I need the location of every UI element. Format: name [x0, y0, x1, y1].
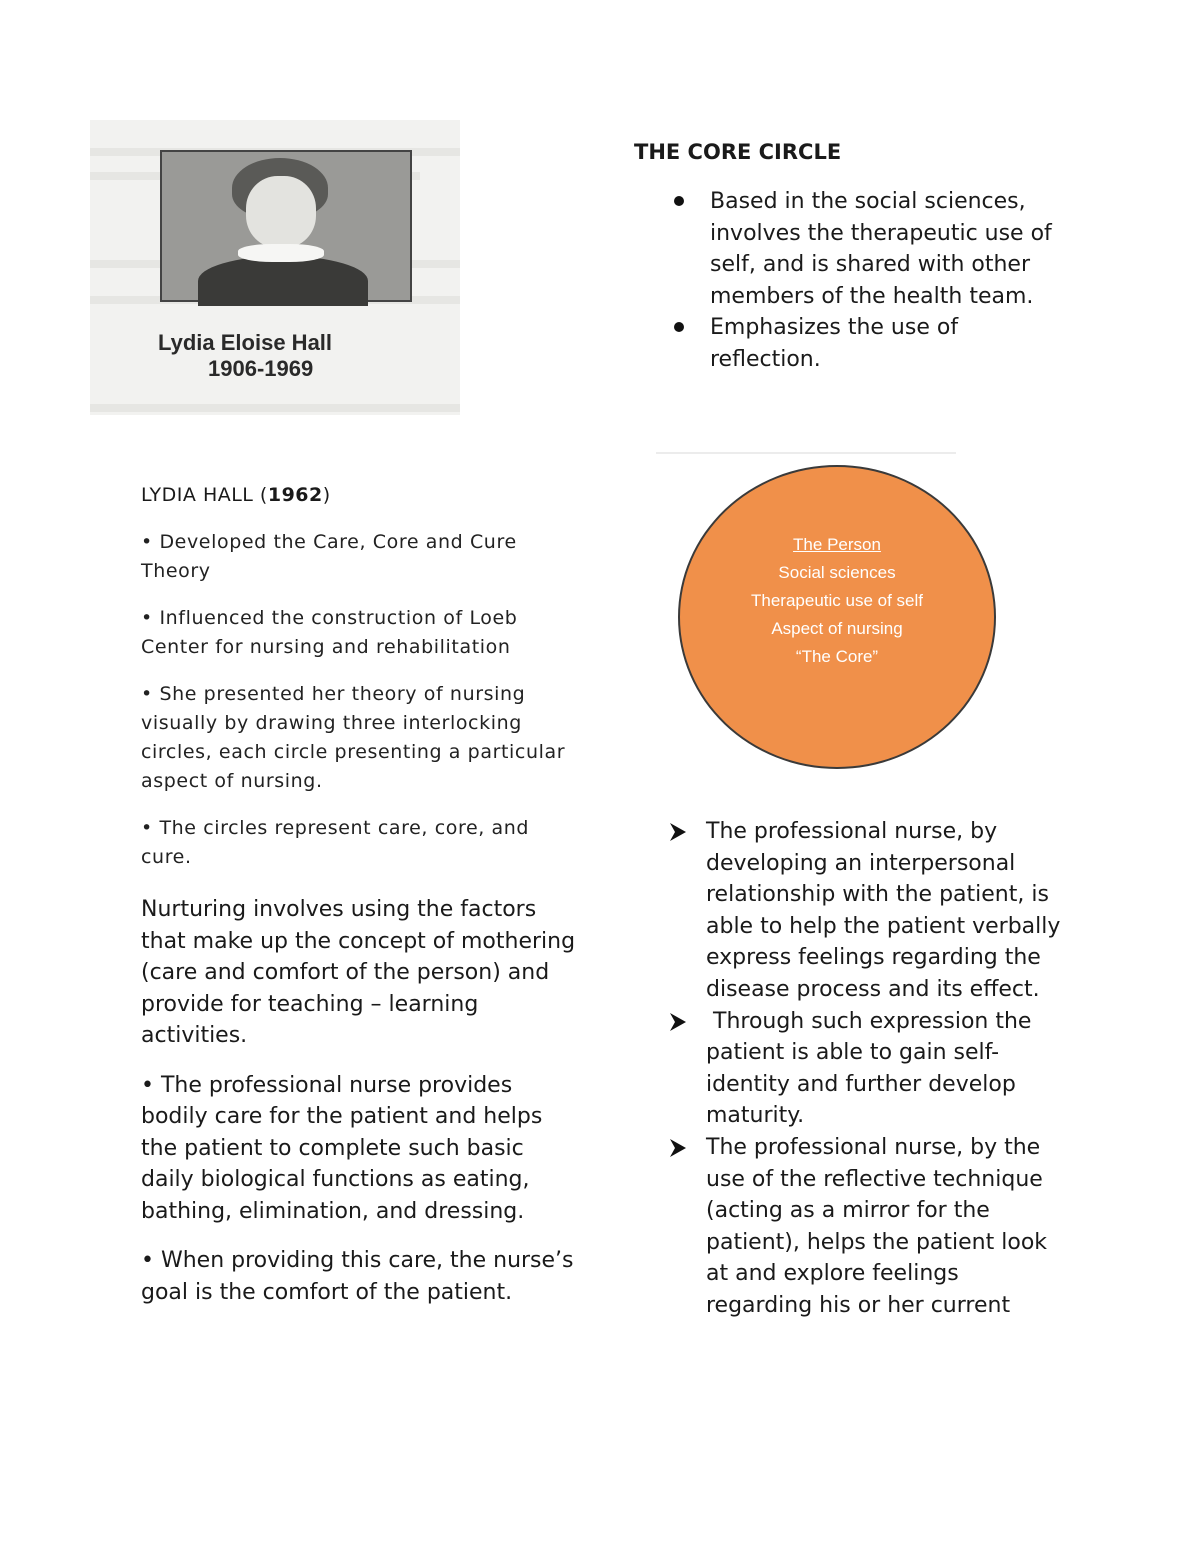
list-item — [668, 1132, 1068, 1322]
list-item: • The circles represent care, core, and cure. — [141, 817, 530, 868]
left-column — [141, 484, 581, 1326]
right-column — [634, 140, 1074, 375]
arrow-bullet-icon — [668, 1011, 688, 1033]
portrait-caption-name: Lydia Eloise Hall — [158, 330, 333, 355]
heading-prefix: LYDIA HALL ( — [141, 484, 268, 506]
bullet-text: Emphasizes the use of reflection. — [710, 315, 959, 372]
portrait-caption-years: 1906-1969 — [208, 356, 314, 381]
core-diagram — [656, 445, 1016, 775]
portrait-photo — [90, 120, 460, 415]
core-circle-title: THE CORE CIRCLE — [634, 140, 842, 164]
list-item: • Influenced the construction of Loeb Center for nursing and rehabilitation — [141, 607, 518, 658]
circle-label: Aspect of nursing — [771, 619, 903, 638]
bullet-dot-icon — [674, 196, 684, 206]
heading-suffix: ) — [322, 484, 331, 506]
paragraph: • When providing this care, the nurse’s goal is the comfort of the patient. — [141, 1248, 574, 1305]
circle-label: Therapeutic use of self — [751, 591, 923, 610]
circle-label: The Person — [793, 535, 881, 554]
circle-label: “The Core” — [795, 647, 879, 666]
arrow-bullet-icon — [668, 821, 688, 843]
paragraph: Nurturing involves using the factors that make up the concept of mothering (care and comfort of the person) and provide for teaching – learning activities. — [141, 897, 576, 1048]
faded-text-line — [90, 404, 460, 412]
list-item — [634, 312, 1074, 375]
core-circle — [678, 465, 996, 769]
divider — [656, 452, 956, 454]
heading-year: 1962 — [267, 484, 323, 506]
list-item — [668, 1006, 1068, 1132]
list-item: • She presented her theory of nursing visually by drawing three interlocking circles, each circle presenting a particular aspect of nursing. — [141, 683, 566, 792]
arrow-list — [668, 816, 1068, 1322]
list-item — [668, 816, 1068, 1006]
arrow-item-text: Through such expression the patient is able to gain self-identity and further develop maturity. — [706, 1008, 1039, 1129]
core-bullet-list — [634, 186, 1074, 375]
section-heading — [141, 484, 581, 506]
circle-label: Social sciences — [778, 563, 896, 582]
paragraph: • The professional nurse provides bodily care for the patient and helps the patient to complete such basic daily biological functions as eating, bathing, elimination, and dressing. — [141, 1072, 543, 1224]
bullet-text: Based in the social sciences, involves the therapeutic use of self, and is shared with other members of the health team. — [710, 189, 1052, 309]
portrait-image — [160, 150, 412, 302]
list-item — [634, 186, 1074, 312]
bullet-dot-icon — [674, 322, 684, 332]
arrow-item-text: The professional nurse, by the use of the reflective technique (acting as a mirror for the patient), helps the patient look at and explore feelings regarding his or her current — [706, 1134, 1048, 1318]
list-item: • Developed the Care, Core and Cure Theory — [141, 531, 517, 582]
arrow-bullet-icon — [668, 1137, 688, 1159]
arrow-item-text: The professional nurse, by developing an interpersonal relationship with the patient, is able to help the patient verbally express feelings regarding the disease process and its effect. — [706, 819, 1061, 1002]
